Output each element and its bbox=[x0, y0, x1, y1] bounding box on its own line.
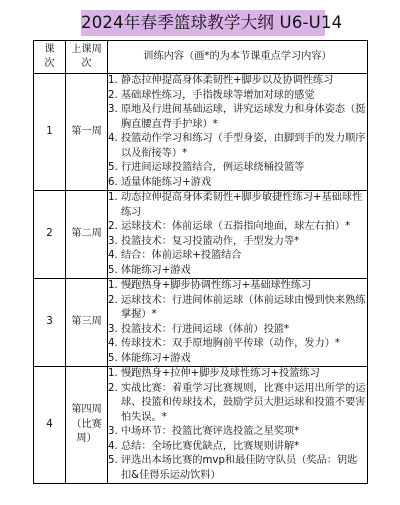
item-text: 行进间运球投篮结合，例运球绕桶投篮等 bbox=[121, 162, 305, 173]
item-number: 1. bbox=[108, 75, 118, 86]
training-item bbox=[108, 425, 367, 440]
item-text: 投篮动作学习和练习（手型身姿，由脚到手的发力顺序以及衔接等）* bbox=[121, 133, 366, 159]
training-item bbox=[108, 367, 367, 382]
training-item bbox=[108, 161, 367, 176]
training-content-cell bbox=[108, 367, 368, 484]
training-item bbox=[108, 279, 367, 294]
item-number: 3. bbox=[108, 104, 118, 115]
training-content-cell bbox=[108, 191, 368, 279]
table-row bbox=[34, 74, 368, 191]
training-item bbox=[108, 294, 367, 323]
item-number: 2. bbox=[108, 382, 118, 394]
training-item bbox=[108, 74, 367, 89]
training-item-list bbox=[108, 191, 367, 278]
item-number: 5. bbox=[108, 162, 118, 173]
week-cell: 第四周 （比赛 周） bbox=[66, 367, 108, 484]
header-lesson-index: 课 次 bbox=[34, 41, 66, 74]
header-week: 上课周 次 bbox=[66, 41, 108, 74]
item-text: 评选出本场比赛的mvp和最佳防守队员（奖品：钥匙扣&佳得乐运动饮料） bbox=[121, 455, 358, 481]
training-item bbox=[108, 220, 367, 235]
item-number: 5. bbox=[108, 352, 118, 364]
item-number: 1. bbox=[108, 192, 118, 203]
item-text: 基础球性练习，手指拨球等增加对球的感觉 bbox=[121, 89, 315, 101]
item-number: 3. bbox=[108, 323, 118, 335]
training-item bbox=[108, 352, 367, 367]
item-text: 实战比赛：着重学习比赛规则，比赛中运用出所学的运球、投篮和传球技术，鼓励学员大胆运球和投篮不要害怕失误。* bbox=[121, 382, 366, 423]
item-text: 投篮技术：行进间运球（体前）投篮* bbox=[121, 323, 290, 335]
item-number: 5. bbox=[108, 455, 118, 466]
training-item bbox=[108, 132, 367, 161]
training-item bbox=[108, 249, 367, 264]
header-content: 训练内容（画*的为本节课重点学习内容） bbox=[108, 41, 368, 74]
training-item bbox=[108, 323, 367, 338]
lesson-index-cell: 3 bbox=[34, 279, 66, 367]
item-number: 6. bbox=[108, 176, 118, 188]
training-item bbox=[108, 454, 367, 483]
training-item bbox=[108, 176, 367, 191]
item-text: 运球技术：行进间体前运球（体前运球由慢到快来熟练掌握）* bbox=[121, 294, 366, 320]
item-number: 4. bbox=[108, 133, 118, 144]
item-number: 1. bbox=[108, 368, 118, 379]
lesson-index-cell: 4 bbox=[34, 367, 66, 484]
training-item-list bbox=[108, 279, 367, 366]
week-cell: 第三周 bbox=[66, 279, 108, 367]
table-header-row bbox=[34, 41, 368, 74]
item-number: 3. bbox=[108, 426, 118, 437]
item-number: 3. bbox=[108, 235, 118, 247]
item-number: 4. bbox=[108, 440, 118, 452]
training-content-cell bbox=[108, 74, 368, 191]
training-content-cell bbox=[108, 279, 368, 367]
training-item bbox=[108, 235, 367, 250]
training-item bbox=[108, 89, 367, 104]
training-item-list bbox=[108, 367, 367, 483]
lesson-index-cell: 2 bbox=[34, 191, 66, 279]
training-item bbox=[108, 103, 367, 132]
table-row bbox=[34, 367, 368, 484]
item-text: 原地及行进间基础运球，讲究运球发力和身体姿态（挺胸直腰直背手护球）* bbox=[121, 104, 366, 130]
table-row bbox=[34, 279, 368, 367]
item-text: 传球技术：双手原地胸前平传球（动作，发力）* bbox=[121, 338, 341, 349]
item-text: 适量体能练习+游戏 bbox=[121, 176, 212, 188]
document-title: 2024年春季篮球教学大纲 U6-U14 bbox=[81, 10, 325, 36]
training-item bbox=[108, 191, 367, 220]
syllabus-table bbox=[33, 40, 368, 484]
training-item bbox=[108, 337, 367, 352]
item-text: 体能练习+游戏 bbox=[121, 352, 191, 364]
item-text: 慢跑热身+脚步协调性练习+基础球性练习 bbox=[121, 280, 312, 291]
item-text: 投篮技术：复习投篮动作，手型发力等* bbox=[121, 235, 300, 247]
item-number: 5. bbox=[108, 264, 118, 276]
training-item bbox=[108, 382, 367, 426]
training-item-list bbox=[108, 74, 367, 190]
item-text: 运球技术：体前运球（五指指向地面，球左右拍）* bbox=[121, 221, 351, 232]
item-number: 1. bbox=[108, 280, 118, 291]
week-cell: 第二周 bbox=[66, 191, 108, 279]
item-number: 2. bbox=[108, 221, 118, 232]
training-item bbox=[108, 440, 367, 455]
item-text: 结合：体前运球+投篮结合 bbox=[121, 250, 242, 261]
item-text: 动态拉伸提高身体柔韧性+脚步敏捷性练习+基础球性练习 bbox=[121, 192, 363, 218]
item-text: 慢跑热身+拉伸+脚步及球性练习+投篮练习 bbox=[121, 368, 320, 379]
item-text: 体能练习+游戏 bbox=[121, 264, 191, 276]
training-item bbox=[108, 264, 367, 279]
item-text: 中场环节：投篮比赛评选投篮之星奖项* bbox=[121, 426, 300, 437]
lesson-index-cell: 1 bbox=[34, 74, 66, 191]
item-number: 4. bbox=[108, 250, 118, 261]
item-text: 总结：全场比赛优缺点，比赛规则讲解* bbox=[121, 440, 300, 452]
item-number: 4. bbox=[108, 338, 118, 349]
item-text: 静态拉伸提高身体柔韧性+脚步以及协调性练习 bbox=[121, 75, 334, 86]
week-cell: 第一周 bbox=[66, 74, 108, 191]
table-row bbox=[34, 191, 368, 279]
item-number: 2. bbox=[108, 89, 118, 101]
item-number: 2. bbox=[108, 294, 118, 306]
